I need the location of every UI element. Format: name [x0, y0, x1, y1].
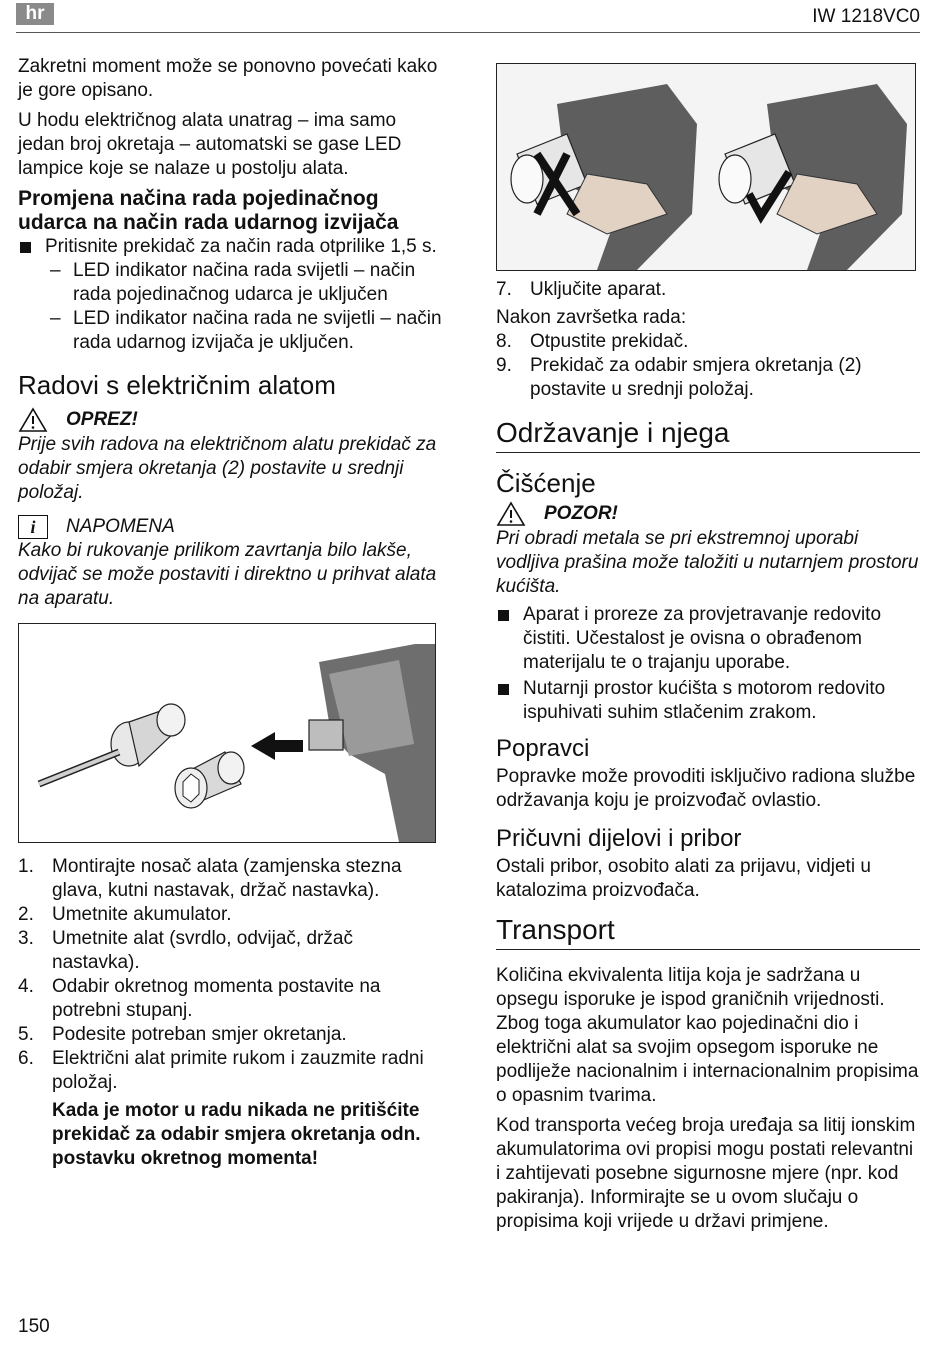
step-number: 8. [496, 331, 512, 352]
left-column [18, 55, 443, 1171]
caution-label: POZOR! [544, 503, 618, 524]
list-item [18, 903, 443, 927]
warning-triangle-icon [18, 407, 48, 433]
section-heading: Čišćenje [496, 468, 596, 498]
step-number: 7. [496, 279, 512, 300]
step-number: 1. [18, 856, 34, 877]
list-item [18, 855, 443, 903]
info-icon: i [18, 515, 48, 539]
section-heading: Radovi s električnim alatom [18, 370, 336, 400]
step-text: Prekidač za odabir smjera okretanja (2) postavite u srednji položaj. [530, 355, 862, 400]
paragraph: Količina ekvivalenta litija koja je sadržana u opsegu isporuke je ispod graničnih vrijednosti. Zbog toga akumulator kao pojedinačni dio i električni alat sa svojim opsegom isporuke ne podliježe nacionalnim i internacionalnim propisima o opasnim tvarima. [496, 965, 919, 1106]
step-number: 9. [496, 355, 512, 376]
step-text: Umetnite akumulator. [52, 904, 232, 925]
dash-item: – LED indikator načina rada ne svijetli – način rada udarnog izvijača je uključen. [50, 308, 442, 353]
bold-warning: Kada je motor u radu nikada ne pritišćite prekidač za odabir smjera okretanja odn. postavku okretnog momenta! [52, 1100, 421, 1169]
section-heading: Popravci [496, 735, 590, 762]
list-item [18, 1023, 443, 1047]
warning-label: OPREZ! [66, 409, 138, 430]
figure-grip [496, 63, 916, 271]
step-text: Podesite potreban smjer okretanja. [52, 1024, 347, 1045]
note-label: NAPOMENA [66, 516, 175, 537]
caution-text: Pri obradi metala se pri ekstremnoj uporabi vodljiva prašina može taložiti u nutarnjem prostoru kućišta. [496, 528, 919, 597]
caution-header [496, 501, 920, 527]
bullet-item: Aparat i proreze za provjetravanje redovito čistiti. Učestalost je ovisna o obrađenom materijalu te o trajanju uporabe. [496, 603, 920, 675]
warning-header [18, 407, 443, 433]
warning-text: Prije svih radova na električnom alatu prekidač za odabir smjera okretanja (2) postavite u srednji položaj. [18, 434, 437, 503]
model-number: IW 1218VC0 [812, 6, 920, 27]
paragraph: Ostali pribor, osobito alati za prijavu, vidjeti u katalozima proizvođača. [496, 856, 871, 901]
step-text: Odabir okretnog momenta postavite na potrebni stupanj. [52, 976, 381, 1021]
list-item [496, 354, 920, 402]
step-number: 4. [18, 976, 34, 997]
note-text: Kako bi rukovanje prilikom zavrtanja bilo lakše, odvijač se može postaviti i direktno u prihvat alata na aparatu. [18, 540, 437, 609]
list-item [18, 927, 443, 975]
list-item [18, 1047, 443, 1095]
dash-text: LED indikator načina rada ne svijetli – način rada udarnog izvijača je uključen. [73, 308, 442, 353]
paragraph: Nakon završetka rada: [496, 307, 687, 328]
section-heading: Promjena načina rada pojedinačnog udarca na način rada udarnog izvijača [18, 187, 399, 234]
step-text: Umetnite alat (svrdlo, odvijač, držač nastavka). [52, 928, 353, 973]
step-number: 5. [18, 1024, 34, 1045]
step-text: Električni alat primite rukom i zauzmite radni položaj. [52, 1048, 424, 1093]
paragraph: Zakretni moment može se ponovno povećati kako je gore opisano. [18, 56, 438, 101]
list-item [18, 975, 443, 1023]
section-heading: Pričuvni dijelovi i pribor [496, 825, 742, 852]
right-column [496, 278, 920, 1234]
steps-list [18, 855, 443, 1171]
page-number: 150 [18, 1316, 50, 1337]
dash-text: LED indikator načina rada svijetli – način rada pojedinačnog udarca je uključen [73, 260, 416, 305]
step-number: 2. [18, 904, 34, 925]
step-number: 3. [18, 928, 34, 949]
dash-item: – LED indikator načina rada svijetli – način rada pojedinačnog udarca je uključen [50, 260, 416, 305]
step-number: 6. [18, 1048, 34, 1069]
paragraph: U hodu električnog alata unatrag – ima samo jedan broj okretaja – automatski se gase LED lampice koje se nalaze u postolju alata. [18, 110, 402, 179]
bullet-item: Pritisnite prekidač za način rada otprilike 1,5 s. [18, 235, 443, 259]
step-text: Otpustite prekidač. [530, 331, 689, 352]
figure-tool-holder [18, 623, 436, 843]
tool-holder-illustration [19, 624, 435, 842]
paragraph: Kod transporta većeg broja uređaja sa litij ionskim akumulatorima ovi propisi mogu postati relevantni i zahtijevati posebne sigurnosne mjere (npr. kod pakiranja). Informirajte se u ovom slučaju o propisima koji vrijede u državi primjene. [496, 1115, 916, 1232]
list-item [496, 278, 920, 302]
section-heading: Održavanje i njega [496, 416, 920, 453]
warning-triangle-icon [496, 501, 526, 527]
paragraph: Popravke može provoditi isključivo radiona službe održavanja koju je proizvođač ovlastio. [496, 766, 916, 811]
grip-illustration [497, 64, 915, 270]
note-header [18, 515, 443, 539]
section-heading: Transport [496, 913, 920, 950]
language-tag: hr [16, 3, 54, 25]
bullet-item: Nutarnji prostor kućišta s motorom redovito ispuhivati suhim stlačenim zrakom. [496, 677, 920, 725]
step-text: Uključite aparat. [530, 279, 667, 300]
list-item [496, 330, 920, 354]
step-text: Montirajte nosač alata (zamjenska stezna glava, kutni nastavak, držač nastavka). [52, 856, 402, 901]
header-rule [16, 32, 920, 33]
